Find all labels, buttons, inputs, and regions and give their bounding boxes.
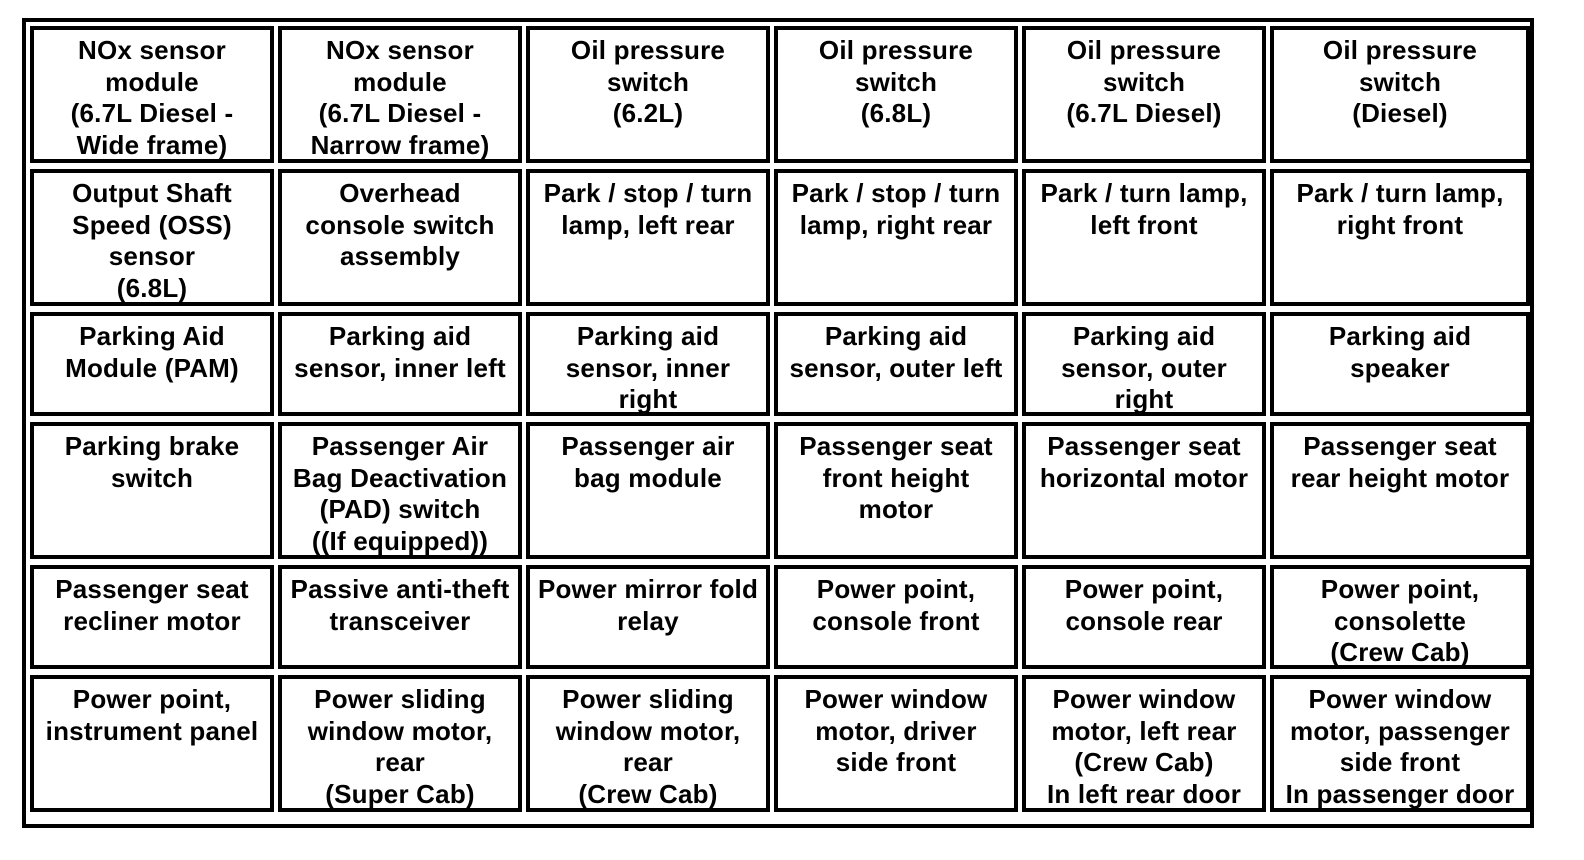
table-cell [526, 565, 770, 669]
cell-text: Passenger seat horizontal motor [1039, 431, 1249, 493]
cell-text: Passenger seat rear height motor [1290, 431, 1510, 493]
table-cell [774, 169, 1018, 306]
table-cell [1270, 169, 1530, 306]
table-cell [774, 312, 1018, 416]
table-cell [526, 675, 770, 812]
table-cell [1022, 312, 1266, 416]
table-cell [1270, 565, 1530, 669]
table-cell [1270, 675, 1530, 812]
table-cell [774, 565, 1018, 669]
cell-text: Parking aid sensor, inner left [294, 321, 506, 383]
component-table-frame [22, 18, 1534, 828]
cell-text: Power mirror fold relay [537, 574, 759, 636]
table-cell [30, 422, 274, 559]
cell-text: Parking Aid Module (PAM) [65, 321, 239, 383]
table-cell [278, 169, 522, 306]
cell-text: Parking aid sensor, outer right [1061, 321, 1227, 414]
cell-text: Oil pressure switch (Diesel) [1322, 35, 1478, 128]
table-cell [526, 312, 770, 416]
table-cell [526, 26, 770, 163]
cell-text: Power point, instrument panel [45, 684, 259, 746]
table-cell [1022, 26, 1266, 163]
cell-text: Park / turn lamp, left front [1040, 178, 1248, 240]
cell-text: Power point, console front [812, 574, 980, 636]
cell-text: Parking aid sensor, outer left [789, 321, 1003, 383]
table-cell [1022, 675, 1266, 812]
cell-text: Power window motor, passenger side front In passenger door [1285, 684, 1515, 809]
cell-text: NOx sensor module (6.7L Diesel - Wide frame) [70, 35, 234, 160]
cell-text: Passenger Air Bag Deactivation (PAD) switch ((If equipped)) [292, 431, 508, 556]
cell-text: Output Shaft Speed (OSS) sensor (6.8L) [72, 178, 232, 303]
cell-text: Parking aid sensor, inner right [565, 321, 731, 414]
cell-text: Passenger seat recliner motor [55, 574, 249, 636]
component-table [30, 26, 1526, 820]
table-cell [30, 169, 274, 306]
table-cell [1270, 422, 1530, 559]
cell-text: Power point, console rear [1064, 574, 1224, 636]
table-cell [1270, 312, 1530, 416]
cell-text: Oil pressure switch (6.7L Diesel) [1066, 35, 1222, 128]
cell-text: Overhead console switch assembly [305, 178, 495, 271]
cell-text: Passenger air bag module [561, 431, 735, 493]
cell-text: Power point, consolette (Crew Cab) [1320, 574, 1480, 667]
cell-text: Park / stop / turn lamp, right rear [791, 178, 1001, 240]
cell-text: Park / turn lamp, right front [1296, 178, 1504, 240]
cell-text: Oil pressure switch (6.8L) [818, 35, 974, 128]
table-cell [526, 169, 770, 306]
table-cell [278, 422, 522, 559]
table-cell [30, 312, 274, 416]
table-cell [1022, 565, 1266, 669]
cell-text: Power window motor, left rear (Crew Cab) In left rear door [1046, 684, 1242, 809]
cell-text: Oil pressure switch (6.2L) [570, 35, 726, 128]
table-cell [30, 675, 274, 812]
table-cell [774, 26, 1018, 163]
table-cell [278, 675, 522, 812]
cell-text: NOx sensor module (6.7L Diesel - Narrow frame) [310, 35, 490, 160]
cell-text: Power sliding window motor, rear (Super Cab) [307, 684, 493, 809]
table-cell [774, 675, 1018, 812]
cell-text: Power sliding window motor, rear (Crew Cab) [555, 684, 741, 809]
table-cell [278, 26, 522, 163]
cell-text: Power window motor, driver side front [804, 684, 988, 777]
table-cell [526, 422, 770, 559]
cell-text: Parking brake switch [64, 431, 240, 493]
table-cell [774, 422, 1018, 559]
table-cell [278, 312, 522, 416]
table-cell [30, 26, 274, 163]
table-cell [30, 565, 274, 669]
cell-text: Parking aid speaker [1328, 321, 1472, 383]
table-cell [1270, 26, 1530, 163]
cell-text: Passive anti-theft transceiver [290, 574, 510, 636]
cell-text: Park / stop / turn lamp, left rear [543, 178, 753, 240]
table-cell [1022, 422, 1266, 559]
cell-text: Passenger seat front height motor [799, 431, 993, 524]
table-cell [1022, 169, 1266, 306]
table-cell [278, 565, 522, 669]
